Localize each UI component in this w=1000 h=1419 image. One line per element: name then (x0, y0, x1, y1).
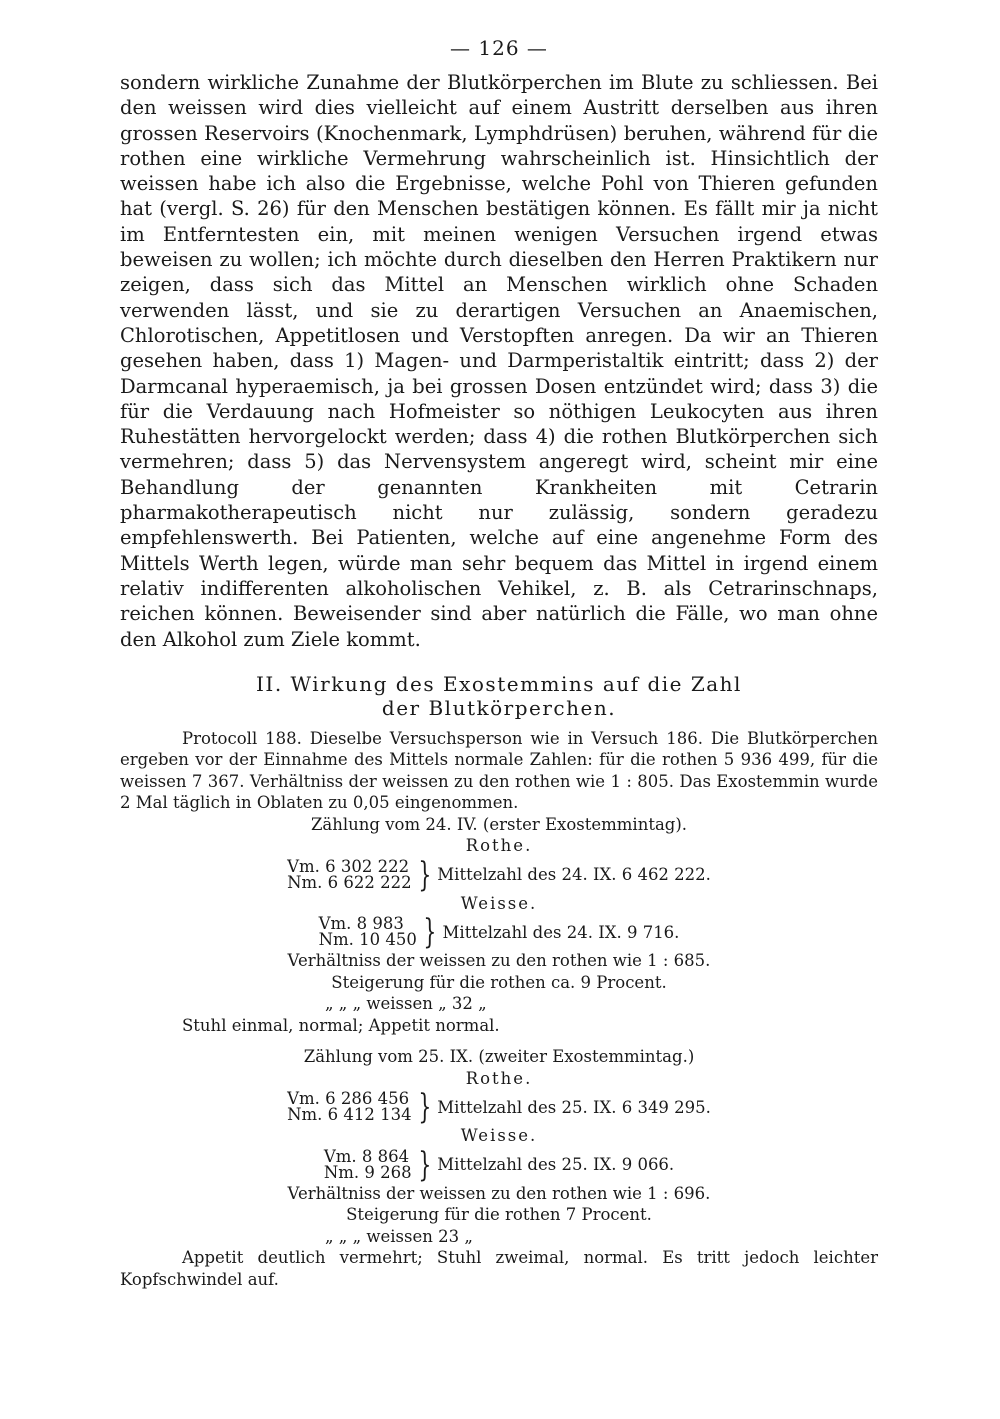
count1-weisse-mean: Mittelzahl des 24. IX. 9 716. (442, 922, 680, 942)
count1-rothe-values (120, 854, 878, 895)
count1-rothe-label: Rothe. (465, 836, 533, 856)
body-paragraph: sondern wirkliche Zunahme der Blutkörperchen im Blute zu schliessen. Bei den weissen wird dies vielleicht auf einem Austritt derselben aus ihren grossen Reservoirs (Knochenmark, Lymphdrüsen) beruhen, während für die rothen eine wirkliche Vermehrung wahrscheinlich ist. Hinsichtlich der weissen habe ich also die Ergebnisse, welche Pohl von Thieren gefunden hat (vergl. S. 26) für den Menschen bestätigen können. Es fällt mir ja nicht im Entferntesten ein, mit meinen wenigen Versuchen irgend etwas beweisen zu wollen; ich möchte durch dieselben den Herren Praktikern nur zeigen, dass sich das Mittel an Menschen wirklich ohne Schaden verwenden lässt, und sie zu derartigen Versuchen an Anaemischen, Chlorotischen, Appetitlosen und Verstopften anregen. Da wir an Thieren gesehen haben, dass 1) Magen- und Darmperistaltik eintritt; dass 2) der Darmcanal hyperaemisch, ja bei grossen Dosen entzündet wird; dass 3) die für die Verdauung nach Hofmeister so nöthigen Leukocyten aus ihren Ruhestätten hervorgelockt werden; dass 4) die rothen Blutkörperchen sich vermehren; dass 5) das Nervensystem angeregt wird, scheint mir eine Behandlung der genannten Krankheiten mit Cetrarin pharmakotherapeutisch nicht nur zulässig, sondern geradezu empfehlenswerth. Bei Patienten, welche auf eine angenehme Form des Mittels Werth legen, würde man sehr bequem das Mittel in irgend einem relativ indifferenten alkoholischen Vehikel, z. B. als Cetrarinschnaps, reichen können. Beweisender sind aber natürlich die Fälle, wo man ohne den Alkohol zum Ziele kommt. (120, 71, 878, 651)
count2-weisse-label: Weisse. (460, 1126, 538, 1146)
count2-rothe-vm: Vm. 6 286 456 (287, 1089, 410, 1109)
document-page (120, 36, 878, 1290)
page-number: — 126 — (450, 36, 548, 60)
count2-rothe-values (120, 1087, 878, 1128)
count2-rothe-nm: Nm. 6 412 134 (287, 1105, 412, 1125)
count2-increase-weisse-line (120, 1226, 878, 1248)
count2-increase-weisse: weissen 23 „ (366, 1226, 473, 1246)
brace-icon: } (417, 854, 431, 895)
count1-increase-weisse-line (120, 993, 878, 1015)
section-heading-line-1: II. Wirkung des Exostemmins auf die Zahl (256, 671, 742, 696)
count2-title: Zählung vom 25. IX. (zweiter Exostemmintag.) (303, 1047, 695, 1067)
brace-icon: } (417, 1144, 431, 1185)
count1-note: Stuhl einmal, normal; Appetit normal. (182, 1015, 500, 1035)
brace-icon: } (423, 912, 437, 953)
count2-rothe-mean: Mittelzahl des 25. IX. 6 349 295. (437, 1097, 711, 1117)
count1-increase-rothe: Steigerung für die rothen ca. 9 Procent. (331, 972, 667, 992)
count1-weisse-values (120, 912, 878, 953)
brace-icon: } (417, 1087, 431, 1128)
count1-rothe-nm: Nm. 6 622 222 (287, 872, 412, 892)
count1-increase-weisse: weissen „ 32 „ (366, 994, 487, 1014)
count2-increase-rothe: Steigerung für die rothen 7 Procent. (346, 1205, 652, 1225)
count2-weisse-mean: Mittelzahl des 25. IX. 9 066. (437, 1155, 675, 1175)
ditto-marks: „ „ „ (325, 994, 362, 1014)
section-heading (120, 672, 878, 720)
count1-ratio: Verhältniss der weissen zu den rothen wie 1 : 685. (287, 951, 711, 971)
count2-weisse-nm: Nm. 9 268 (323, 1162, 412, 1182)
count2-ratio: Verhältniss der weissen zu den rothen wie 1 : 696. (287, 1183, 711, 1203)
protocol-paragraph: Protocoll 188. Dieselbe Versuchsperson wie in Versuch 186. Die Blutkörperchen ergeben vor der Einnahme des Mittels normale Zahlen: für die rothen 5 936 499, für die weissen 7 367. Verhältniss der weissen zu den rothen wie 1 : 805. Das Exostemmin wurde 2 Mal täglich in Oblaten zu 0,05 eingenommen. (120, 728, 878, 813)
count1-rothe-mean: Mittelzahl des 24. IX. 6 462 222. (437, 865, 711, 885)
section-heading-line-2: der Blutkörperchen. (381, 695, 617, 720)
count1-rothe-vm: Vm. 6 302 222 (287, 856, 410, 876)
count2-weisse-vm: Vm. 8 864 (323, 1146, 410, 1166)
ditto-marks: „ „ „ (325, 1226, 362, 1246)
count2-rothe-label: Rothe. (465, 1068, 533, 1088)
count1-weisse-label: Weisse. (460, 893, 538, 913)
count1-weisse-vm: Vm. 8 983 (318, 914, 404, 934)
count1-title: Zählung vom 24. IV. (erster Exostemmintag). (310, 814, 688, 834)
count2-weisse-values (120, 1144, 878, 1185)
count1-weisse-nm: Nm. 10 450 (318, 930, 417, 950)
count2-note: Appetit deutlich vermehrt; Stuhl zweimal, normal. Es tritt jedoch leichter Kopfschwindel auf. (120, 1248, 878, 1289)
protocol-section (120, 728, 878, 1291)
